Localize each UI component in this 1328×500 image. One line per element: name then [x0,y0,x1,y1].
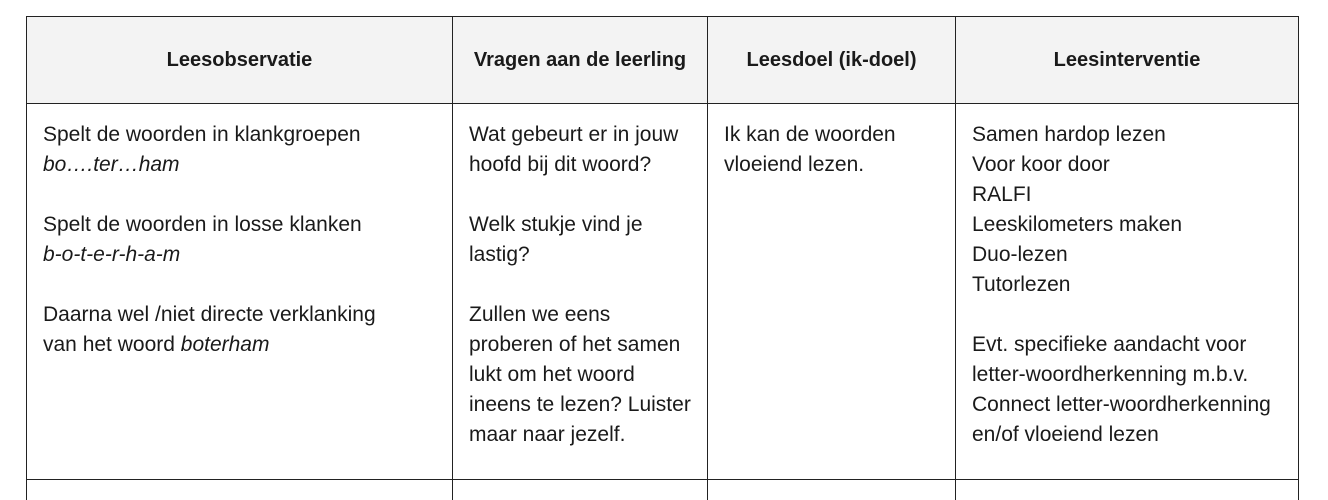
table-row [27,104,1299,480]
interventie-item: Samen hardop lezen [972,120,1282,150]
interventie-item: Tutorlezen [972,270,1282,300]
observatie-item-2: Spelt de woorden in losse klanken [43,210,436,240]
observatie-item-3-prefix: van het woord [43,333,181,356]
table-row-next [27,480,1299,500]
interventie-note: Evt. specifieke aandacht voor letter-woordherkenning m.b.v. Connect letter-woordherkenning en/of vloeiend lezen [972,330,1282,450]
observatie-item-1: Spelt de woorden in klankgroepen [43,120,436,150]
cell-leesobservatie [27,104,453,480]
interventie-item: Voor koor door [972,150,1282,180]
cell-empty [27,480,453,500]
reading-intervention-table [26,16,1299,500]
observatie-item-3-line-2 [43,330,436,360]
vraag-2: Welk stukje vind je lastig? [469,210,691,270]
observatie-example-2: b-o-t-e-r-h-a-m [43,240,436,270]
vraag-1: Wat gebeurt er in jouw hoofd bij dit woord? [469,120,691,180]
header-leesobservatie: Leesobservatie [27,17,453,104]
observatie-example-3: boterham [181,333,270,356]
header-leesdoel: Leesdoel (ik-doel) [708,17,956,104]
cell-leesdoel [708,104,956,480]
leesdoel-text: Ik kan de woorden vloeiend lezen. [724,120,939,180]
observatie-item-3: Daarna wel /niet directe verklanking [43,300,436,330]
header-leesinterventie: Leesinterventie [956,17,1299,104]
interventie-item: Duo-lezen [972,240,1282,270]
header-row [27,17,1299,104]
interventie-item: RALFI [972,180,1282,210]
header-vragen: Vragen aan de leerling [453,17,708,104]
cell-empty [708,480,956,500]
cell-empty [453,480,708,500]
cell-empty [956,480,1299,500]
interventie-item: Leeskilometers maken [972,210,1282,240]
cell-vragen [453,104,708,480]
cell-leesinterventie [956,104,1299,480]
vraag-3: Zullen we eens proberen of het samen lukt om het woord ineens te lezen? Luister maar naar jezelf. [469,300,691,450]
observatie-example-1: bo….ter…ham [43,150,436,180]
